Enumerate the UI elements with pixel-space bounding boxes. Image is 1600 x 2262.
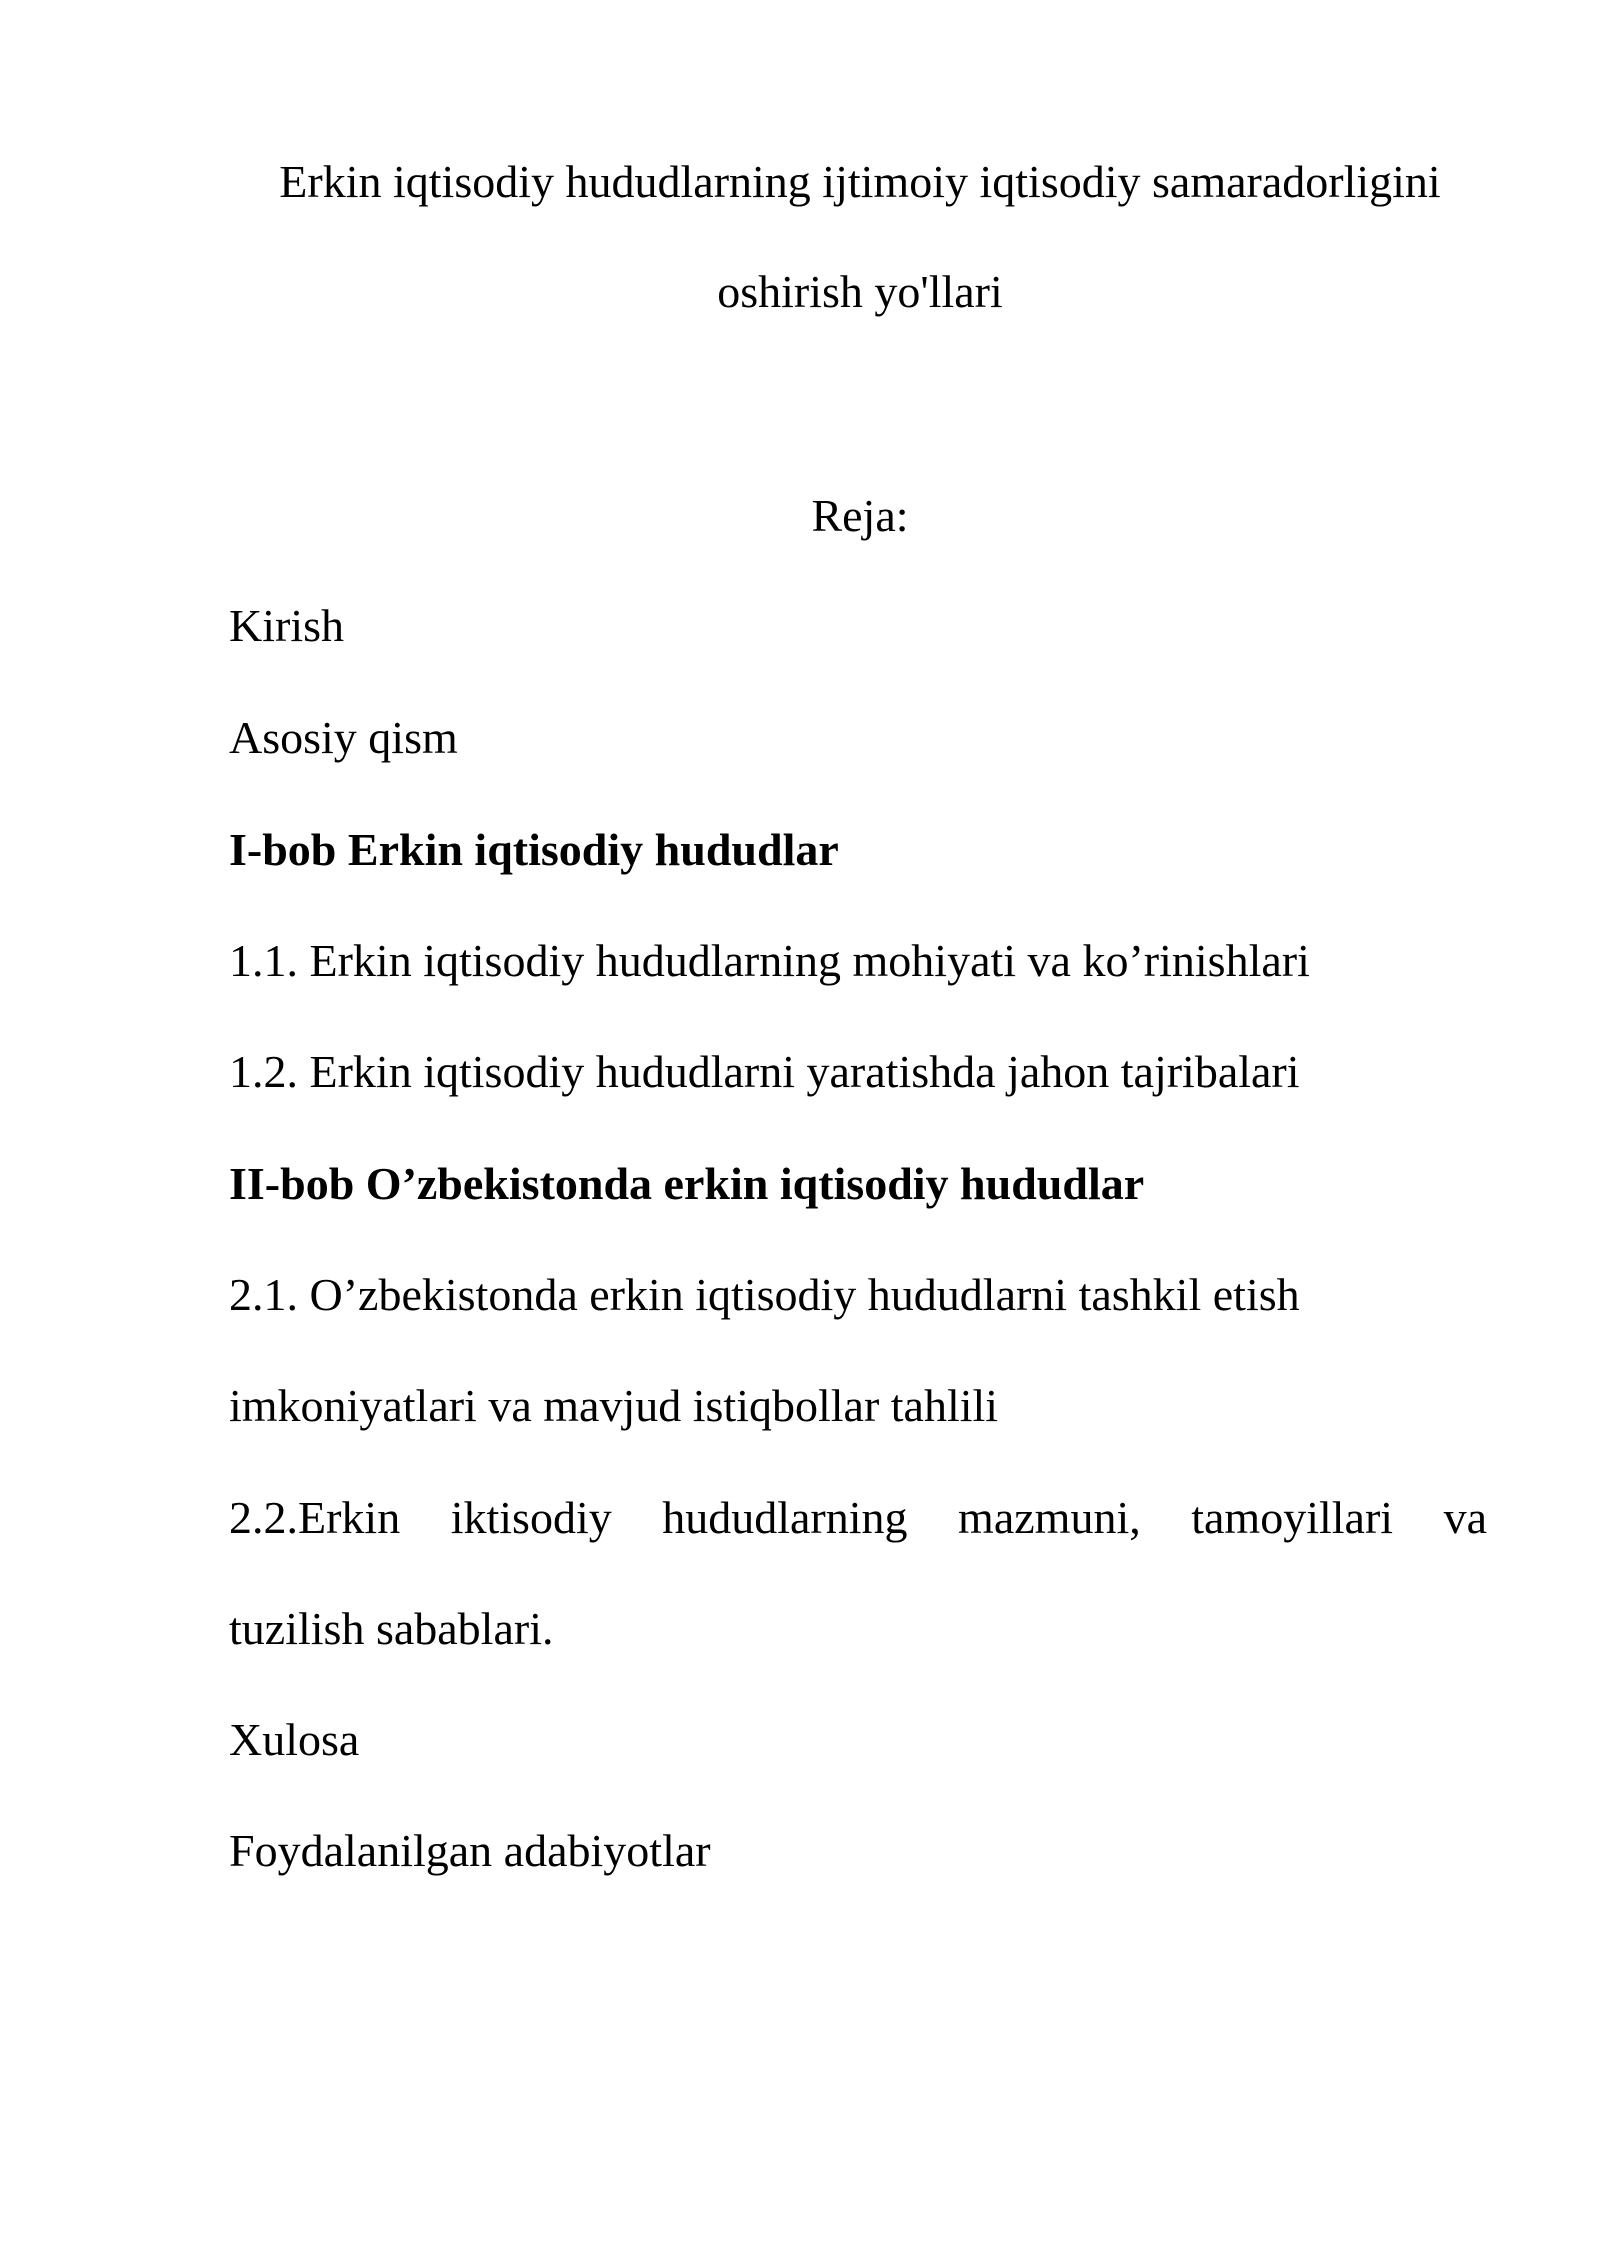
plan-item-main-part: Asosiy qism (229, 712, 458, 763)
plan-item-introduction: Kirish (229, 600, 344, 651)
document-title-line-1: Erkin iqtisodiy hududlarning ijtimoiy iqtisodiy samaradorligini (279, 156, 1441, 207)
document-title-line-2: oshirish yo'llari (717, 266, 1003, 317)
plan-section-2-2-line-1: 2.2.Erkin iktisodiy hududlarning mazmuni, tamoyillari va (229, 1492, 1487, 1543)
plan-section-1-2: 1.2. Erkin iqtisodiy hududlarni yaratishda jahon tajribalari (229, 1046, 1300, 1097)
plan-item-conclusion: Xulosa (229, 1714, 360, 1765)
plan-section-1-1: 1.1. Erkin iqtisodiy hududlarning mohiyati va ko’rinishlari (229, 935, 1310, 986)
plan-chapter-1: I-bob Erkin iqtisodiy hududlar (229, 824, 839, 875)
plan-section-2-1-line-2: imkoniyatlari va mavjud istiqbollar tahlili (229, 1380, 999, 1431)
plan-section-2-2-line-2: tuzilish sabablari. (229, 1603, 554, 1654)
plan-section-2-1-line-1: 2.1. O’zbekistonda erkin iqtisodiy hududlarni tashkil etish (229, 1269, 1300, 1320)
plan-item-references: Foydalanilgan adabiyotlar (229, 1825, 711, 1876)
plan-heading: Reja: (811, 490, 909, 541)
plan-chapter-2: II-bob O’zbekistonda erkin iqtisodiy hududlar (229, 1158, 1145, 1209)
